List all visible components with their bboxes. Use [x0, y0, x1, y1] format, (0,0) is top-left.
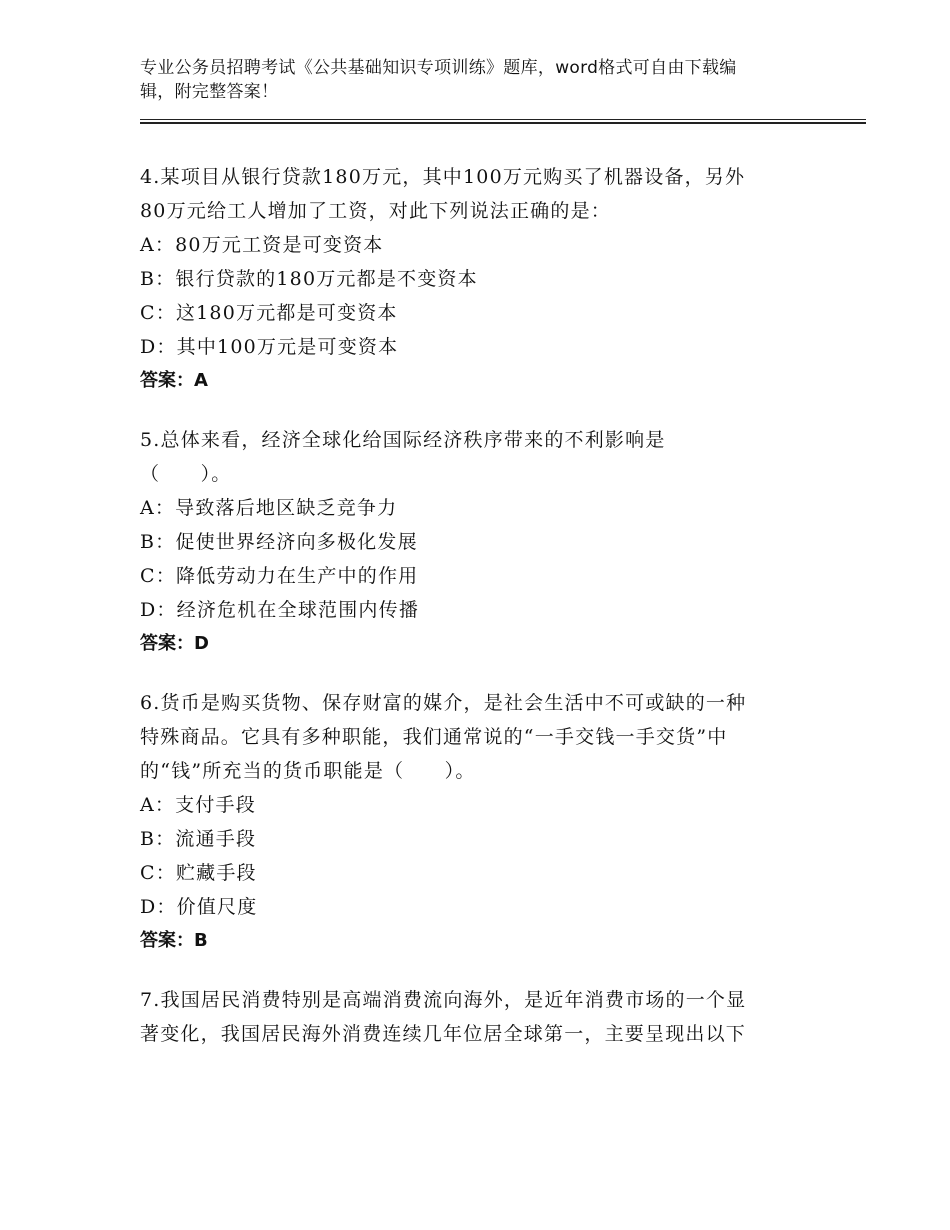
question-stem-line: 7.我国居民消费特别是高端消费流向海外，是近年消费市场的一个显	[140, 989, 747, 1011]
option-c: C：降低劳动力在生产中的作用	[140, 565, 419, 587]
question-4	[140, 160, 800, 398]
header-line-1: 专业公务员招聘考试《公共基础知识专项训练》题库，word格式可自由下载编	[140, 58, 737, 78]
question-7	[140, 983, 800, 1051]
question-stem-line: 80万元给工人增加了工资，对此下列说法正确的是：	[140, 200, 611, 222]
option-a: A：导致落后地区缺乏竞争力	[140, 497, 398, 519]
option-a: A：80万元工资是可变资本	[140, 234, 384, 256]
question-6	[140, 686, 800, 958]
option-b: B：银行贷款的180万元都是不变资本	[140, 268, 478, 290]
question-stem-line: 5.总体来看，经济全球化给国际经济秩序带来的不利影响是	[140, 429, 666, 451]
option-b: B：流通手段	[140, 828, 257, 850]
header-divider-thick	[140, 122, 866, 124]
header-line-2: 辑，附完整答案！	[140, 82, 279, 102]
option-d: D：其中100万元是可变资本	[140, 336, 399, 358]
option-a: A：支付手段	[140, 794, 256, 816]
question-stem-line: （ ）。	[140, 463, 232, 485]
answer-label: 答案：A	[140, 370, 208, 391]
question-list	[140, 160, 800, 1076]
question-stem-line: 6.货币是购买货物、保存财富的媒介，是社会生活中不可或缺的一种	[140, 692, 747, 714]
question-stem-line: 特殊商品。它具有多种职能，我们通常说的“一手交钱一手交货”中	[140, 726, 728, 748]
option-c: C：贮藏手段	[140, 862, 257, 884]
document-header	[140, 56, 820, 104]
option-b: B：促使世界经济向多极化发展	[140, 531, 418, 553]
answer-label: 答案：D	[140, 633, 209, 654]
header-divider-thin	[140, 119, 866, 120]
question-stem-line: 4.某项目从银行贷款180万元，其中100万元购买了机器设备，另外	[140, 166, 746, 188]
option-c: C：这180万元都是可变资本	[140, 302, 398, 324]
option-d: D：价值尺度	[140, 896, 258, 918]
question-stem-line: 的“钱”所充当的货币职能是（ ）。	[140, 760, 476, 782]
option-d: D：经济危机在全球范围内传播	[140, 599, 420, 621]
answer-label: 答案：B	[140, 930, 208, 951]
question-5	[140, 423, 800, 661]
question-stem-line: 著变化，我国居民海外消费连续几年位居全球第一，主要呈现出以下	[140, 1023, 747, 1045]
